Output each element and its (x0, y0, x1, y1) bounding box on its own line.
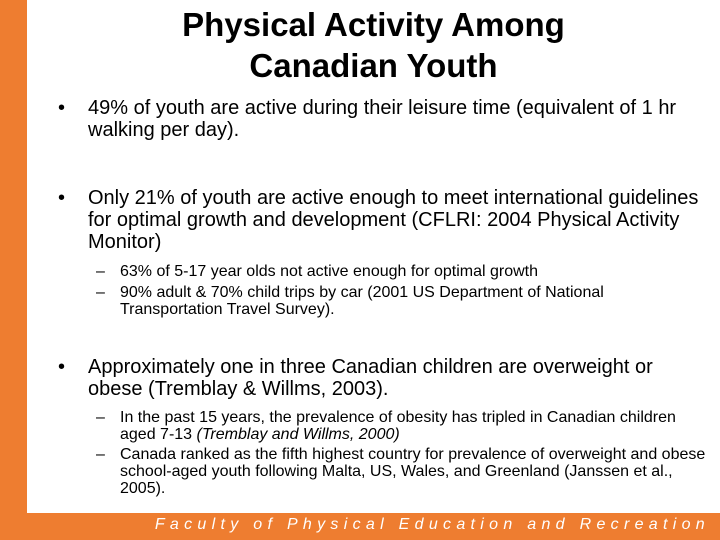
sub-bullet-text (120, 409, 708, 443)
sub-bullet-item (58, 284, 708, 318)
slide-title-line-2: Canadian Youth (249, 47, 498, 84)
bullet-text: 49% of youth are active during their leisure time (equivalent of 1 hr walking per day). (88, 97, 677, 141)
bullet-marker: • (58, 187, 66, 209)
bullet-item (58, 356, 708, 400)
bullet-item (58, 97, 708, 141)
bullet-marker: • (58, 97, 66, 119)
sub-bullet-text: 90% adult & 70% child trips by car (2001 US Department of National Transportation Travel Survey). (120, 284, 604, 318)
left-accent-bar (0, 0, 27, 540)
bullet-text: Only 21% of youth are active enough to meet international guidelines for optimal growth and development (CFLRI: 2004 Physical Activity Monitor) (88, 187, 699, 253)
sub-bullet-item (58, 263, 708, 280)
sub-bullet-marker: – (96, 284, 105, 301)
sub-bullet-item (58, 446, 708, 497)
sub-bullet-marker: – (96, 263, 105, 280)
slide-title (27, 4, 720, 86)
sub-bullet-text-plain: In the past 15 years, the prevalence of obesity has tripled in Canadian children aged 7-13 (120, 409, 676, 443)
footer-text: Faculty of Physical Education and Recreation (154, 516, 710, 533)
bullet-item (58, 187, 708, 253)
sub-bullet-item (58, 409, 708, 443)
footer-banner (0, 513, 720, 540)
slide-body (58, 97, 708, 497)
bullet-text: Approximately one in three Canadian children are overweight or obese (Tremblay & Willms, 2003). (88, 356, 653, 400)
sub-bullet-text: Canada ranked as the fifth highest country for prevalence of overweight and obese school-aged youth following Malta, US, Wales, and Greenland (Janssen et al., 2005). (120, 446, 706, 497)
sub-bullet-marker: – (96, 409, 105, 426)
citation-italic: (Tremblay and Willms, 2000) (196, 426, 400, 443)
sub-bullet-text: 63% of 5-17 year olds not active enough for optimal growth (120, 263, 539, 280)
bullet-marker: • (58, 356, 66, 378)
slide-title-line-1: Physical Activity Among (182, 6, 565, 43)
sub-bullet-marker: – (96, 446, 105, 463)
